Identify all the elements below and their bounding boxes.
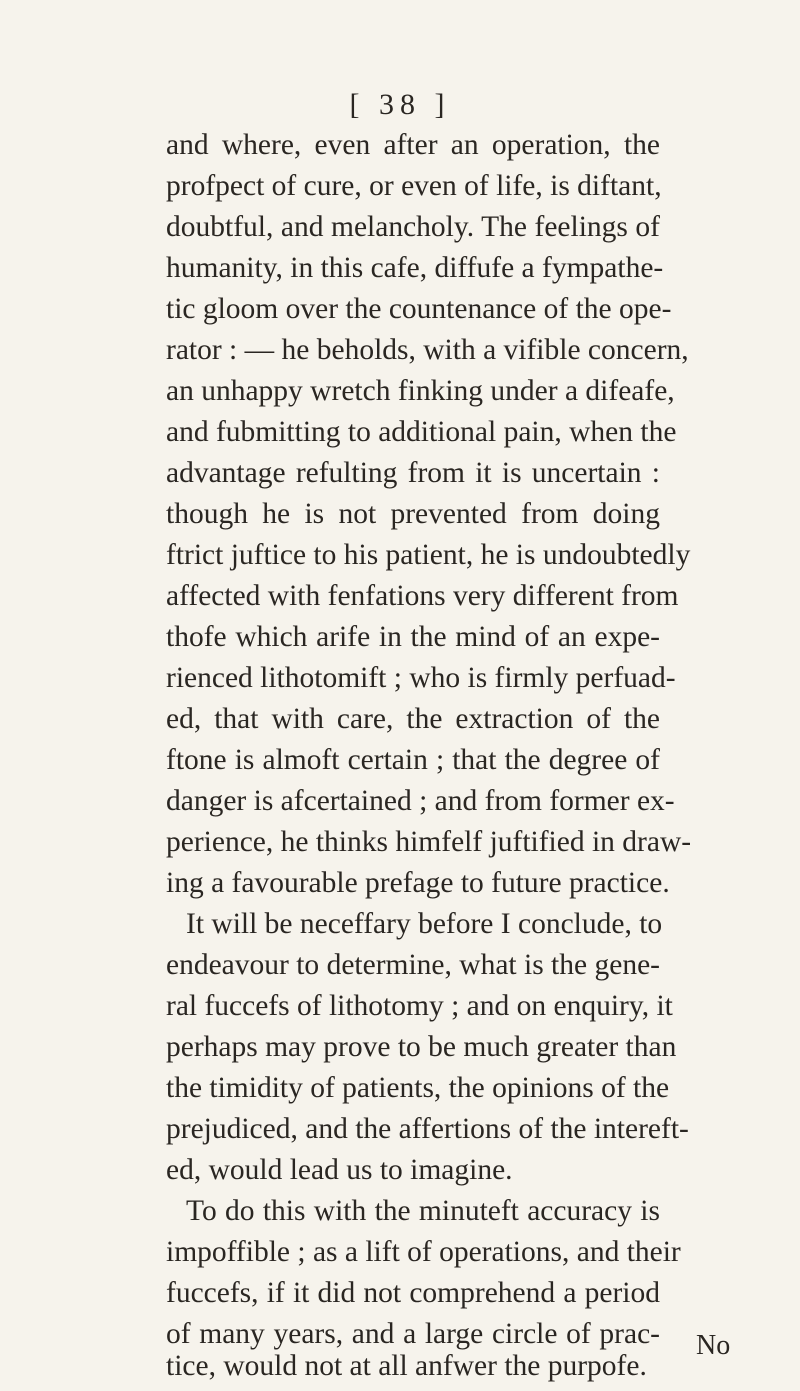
text-line: ral fuccefs of lithotomy ; and on enquiry, it <box>166 990 673 1022</box>
text-line: ftone is almoft certain ; that the degree of <box>166 744 660 776</box>
text-line: impoffible ; as a lift of operations, and their <box>166 1236 681 1268</box>
text-line: doubtful, and melancholy. The feelings of <box>166 211 660 243</box>
text-line: ing a favourable prefage to future practice. <box>166 867 670 899</box>
catchword: No <box>696 1330 731 1361</box>
text-line: perhaps may prove to be much greater than <box>166 1031 677 1063</box>
text-line: humanity, in this cafe, diffufe a fympathe- <box>166 252 664 284</box>
text-line: endeavour to determine, what is the gene- <box>166 949 660 981</box>
text-line: of many years, and a large circle of prac- <box>166 1318 660 1350</box>
text-line: thofe which arife in the mind of an expe- <box>166 621 660 653</box>
text-line: It will be neceffary before I conclude, to <box>186 908 663 940</box>
text-line: affected with fenfations very different from <box>166 580 679 612</box>
text-line: profpect of cure, or even of life, is diftant, <box>166 170 662 202</box>
text-line: advantage refulting from it is uncertain : <box>166 457 660 489</box>
text-line: fuccefs, if it did not comprehend a period <box>166 1277 660 1309</box>
text-line: though he is not prevented from doing <box>166 498 660 530</box>
text-line: and fubmitting to additional pain, when the <box>166 416 677 448</box>
text-line: To do this with the minuteft accuracy is <box>186 1195 660 1227</box>
page-number: [ 38 ] <box>349 88 451 121</box>
text-line: tice, would not at all anfwer the purpofe. <box>166 1350 647 1382</box>
text-line: tic gloom over the countenance of the ope- <box>166 293 672 325</box>
text-line: an unhappy wretch finking under a difeafe, <box>166 375 675 407</box>
text-line: perience, he thinks himfelf juftified in draw- <box>166 826 692 858</box>
text-line: ed, that with care, the extraction of the <box>166 703 660 735</box>
text-line: and where, even after an operation, the <box>166 129 660 161</box>
text-line: danger is afcertained ; and from former ex- <box>166 785 675 817</box>
text-line: rator : — he beholds, with a vifible concern, <box>166 334 689 366</box>
text-line: prejudiced, and the affertions of the intereft- <box>166 1113 689 1145</box>
text-line: rienced lithotomift ; who is firmly perfuad- <box>166 662 676 694</box>
text-line: ftrict juftice to his patient, he is undoubtedly <box>166 539 691 571</box>
text-line: ed, would lead us to imagine. <box>166 1154 513 1186</box>
text-line: the timidity of patients, the opinions of the <box>166 1072 670 1104</box>
